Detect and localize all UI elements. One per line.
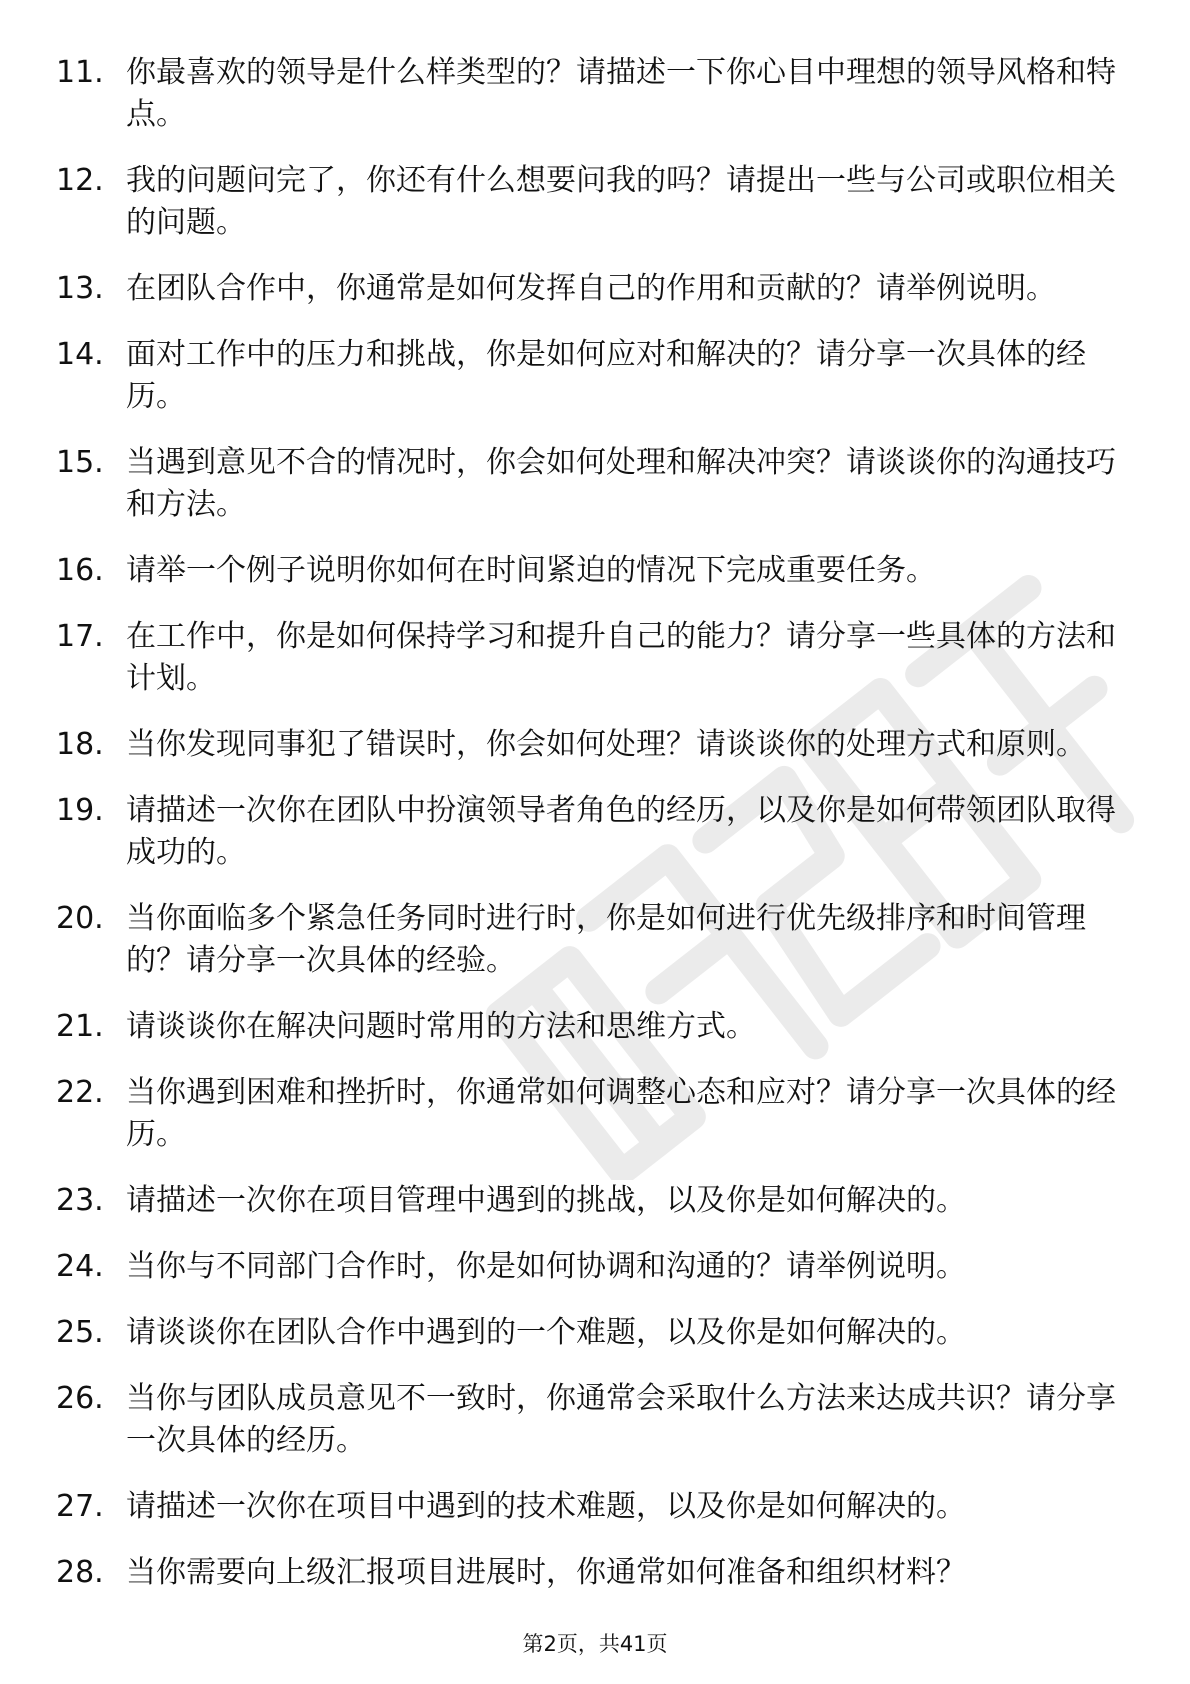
question-text: 当你需要向上级汇报项目进展时，你通常如何准备和组织材料？ [126, 1555, 966, 1590]
question-number: 18. [56, 727, 104, 762]
question-item [56, 1072, 1116, 1156]
question-number: 17. [56, 619, 104, 654]
question-number: 25. [56, 1315, 104, 1350]
question-text: 请描述一次你在项目中遇到的技术难题，以及你是如何解决的。 [126, 1489, 966, 1524]
question-number: 27. [56, 1489, 104, 1524]
question-number: 26. [56, 1381, 104, 1416]
question-item [56, 1006, 1116, 1048]
question-text: 当你遇到困难和挫折时，你通常如何调整心态和应对？请分享一次具体的经历。 [126, 1075, 1116, 1152]
question-text: 当你与团队成员意见不一致时，你通常会采取什么方法来达成共识？请分享一次具体的经历。 [126, 1381, 1116, 1458]
question-text: 请谈谈你在团队合作中遇到的一个难题，以及你是如何解决的。 [126, 1315, 966, 1350]
question-text: 请描述一次你在团队中扮演领导者角色的经历，以及你是如何带领团队取得成功的。 [126, 793, 1116, 870]
question-item [56, 616, 1116, 700]
question-item [56, 334, 1116, 418]
question-text: 当你面临多个紧急任务同时进行时，你是如何进行优先级排序和时间管理的？请分享一次具体的经验。 [126, 901, 1086, 978]
question-number: 11. [56, 55, 104, 90]
question-number: 21. [56, 1009, 104, 1044]
question-list [56, 52, 1116, 1618]
question-text: 当你发现同事犯了错误时，你会如何处理？请谈谈你的处理方式和原则。 [126, 727, 1086, 762]
question-text: 在团队合作中，你通常是如何发挥自己的作用和贡献的？请举例说明。 [126, 271, 1056, 306]
question-number: 12. [56, 163, 104, 198]
question-number: 20. [56, 901, 104, 936]
question-number: 19. [56, 793, 104, 828]
question-item [56, 442, 1116, 526]
question-item [56, 550, 1116, 592]
question-number: 23. [56, 1183, 104, 1218]
question-text: 请描述一次你在项目管理中遇到的挑战，以及你是如何解决的。 [126, 1183, 966, 1218]
question-text: 请谈谈你在解决问题时常用的方法和思维方式。 [126, 1009, 756, 1044]
question-item [56, 1486, 1116, 1528]
question-item [56, 52, 1116, 136]
question-text: 请举一个例子说明你如何在时间紧迫的情况下完成重要任务。 [126, 553, 936, 588]
question-text: 当你与不同部门合作时，你是如何协调和沟通的？请举例说明。 [126, 1249, 966, 1284]
question-number: 14. [56, 337, 104, 372]
question-text: 面对工作中的压力和挑战，你是如何应对和解决的？请分享一次具体的经历。 [126, 337, 1086, 414]
question-text: 我的问题问完了，你还有什么想要问我的吗？请提出一些与公司或职位相关的问题。 [126, 163, 1116, 240]
question-number: 22. [56, 1075, 104, 1110]
question-text: 当遇到意见不合的情况时，你会如何处理和解决冲突？请谈谈你的沟通技巧和方法。 [126, 445, 1116, 522]
question-number: 28. [56, 1555, 104, 1590]
question-item [56, 1246, 1116, 1288]
question-item [56, 898, 1116, 982]
question-number: 16. [56, 553, 104, 588]
question-number: 24. [56, 1249, 104, 1284]
question-item [56, 268, 1116, 310]
page-number: 第2页，共41页 [522, 1632, 668, 1656]
question-item [56, 1552, 1116, 1594]
question-number: 13. [56, 271, 104, 306]
question-item [56, 160, 1116, 244]
question-item [56, 724, 1116, 766]
question-item [56, 1378, 1116, 1462]
question-text: 你最喜欢的领导是什么样类型的？请描述一下你心目中理想的领导风格和特点。 [126, 55, 1116, 132]
question-item [56, 1180, 1116, 1222]
question-text: 在工作中，你是如何保持学习和提升自己的能力？请分享一些具体的方法和计划。 [126, 619, 1116, 696]
question-item [56, 790, 1116, 874]
question-number: 15. [56, 445, 104, 480]
question-item [56, 1312, 1116, 1354]
